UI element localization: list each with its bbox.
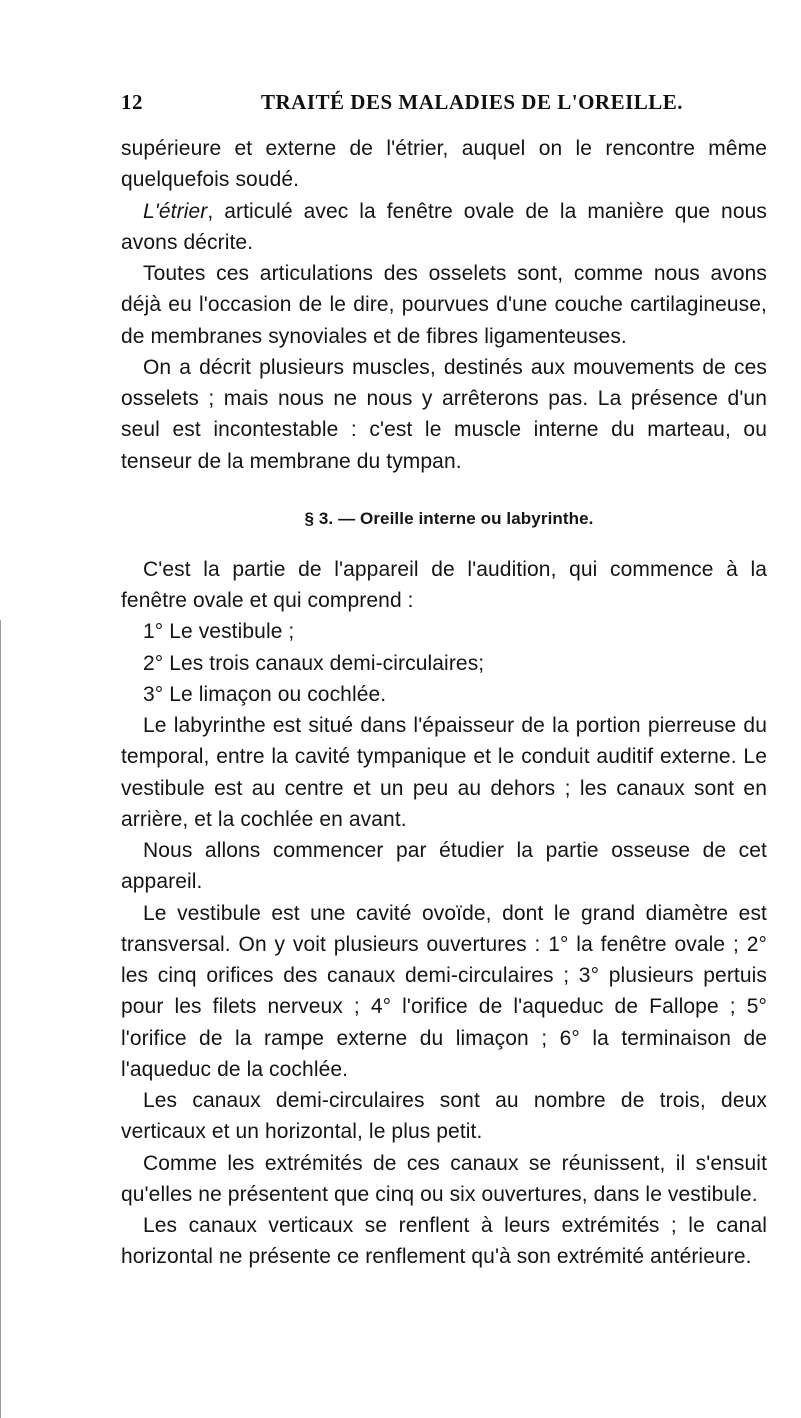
paragraph: Comme les extrémités de ces canaux se réunissent, il s'ensuit qu'elles ne présentent que cinq ou six ouvertures, dans le vestibule. — [121, 1151, 767, 1206]
page-number: 12 — [121, 90, 143, 114]
section-title: — Oreille interne ou labyrinthe. — [338, 508, 594, 528]
page-body — [121, 133, 767, 1273]
paragraph: Les canaux demi-circulaires sont au nombre de trois, deux verticaux et un horizontal, le plus petit. — [121, 1089, 767, 1144]
list-item: 1° Le vestibule ; — [143, 620, 295, 644]
paragraph: Le vestibule est une cavité ovoïde, dont le grand diamètre est transversal. On y voit plusieurs ouvertures : 1° la fenêtre ovale ; 2° les cinq orifices des canaux demi-circulaires ; 3° plusieurs pertuis pour les filets nerveux ; 4° l'orifice de l'aqueduc de Fallope ; 5° l'orifice de la rampe externe du limaçon ; 6° la terminaison de l'aqueduc de la cochlée. — [121, 901, 767, 1081]
paragraph: Nous allons commencer par étudier la partie osseuse de cet appareil. — [121, 839, 767, 894]
paragraph: Le labyrinthe est situé dans l'épaisseur de la portion pierreuse du temporal, entre la cavité tympanique et le conduit auditif externe. Le vestibule est au centre et un peu au dehors ; les canaux sont en arrière, et la cochlée en avant. — [121, 714, 767, 831]
section-heading — [121, 508, 767, 530]
list-item: 3° Le limaçon ou cochlée. — [143, 682, 387, 706]
paragraph-etrier — [121, 196, 767, 259]
page-spine-edge — [0, 620, 11, 1418]
section-number: § 3. — [304, 508, 334, 528]
paragraph-intro: C'est la partie de l'appareil de l'audition, qui commence à la fenêtre ovale et qui comprend : — [121, 557, 767, 612]
paragraph: supérieure et externe de l'étrier, auquel on le rencontre même quelquefois soudé. — [121, 137, 767, 192]
paragraph-text: , articulé avec la fenêtre ovale de la manière que nous avons décrite. — [121, 199, 767, 254]
paragraph: Les canaux verticaux se renflent à leurs extrémités ; le canal horizontal ne présente ce renflement qu'à son extrémité antérieure. — [121, 1214, 767, 1269]
italic-term: L'étrier — [143, 199, 208, 223]
running-title: TRAITÉ DES MALADIES DE L'OREILLE. — [261, 90, 684, 114]
list-item: 2° Les trois canaux demi-circulaires; — [143, 651, 485, 675]
running-header — [121, 90, 761, 120]
paragraph: Toutes ces articulations des osselets sont, comme nous avons déjà eu l'occasion de le dire, pourvues d'une couche cartilagineuse, de membranes synoviales et de fibres ligamenteuses. — [121, 262, 767, 348]
paragraph: On a décrit plusieurs muscles, destinés aux mouvements de ces osselets ; mais nous ne nous y arrêterons pas. La présence d'un seul est incontestable : c'est le muscle interne du marteau, ou tenseur de la membrane du tympan. — [121, 355, 767, 473]
